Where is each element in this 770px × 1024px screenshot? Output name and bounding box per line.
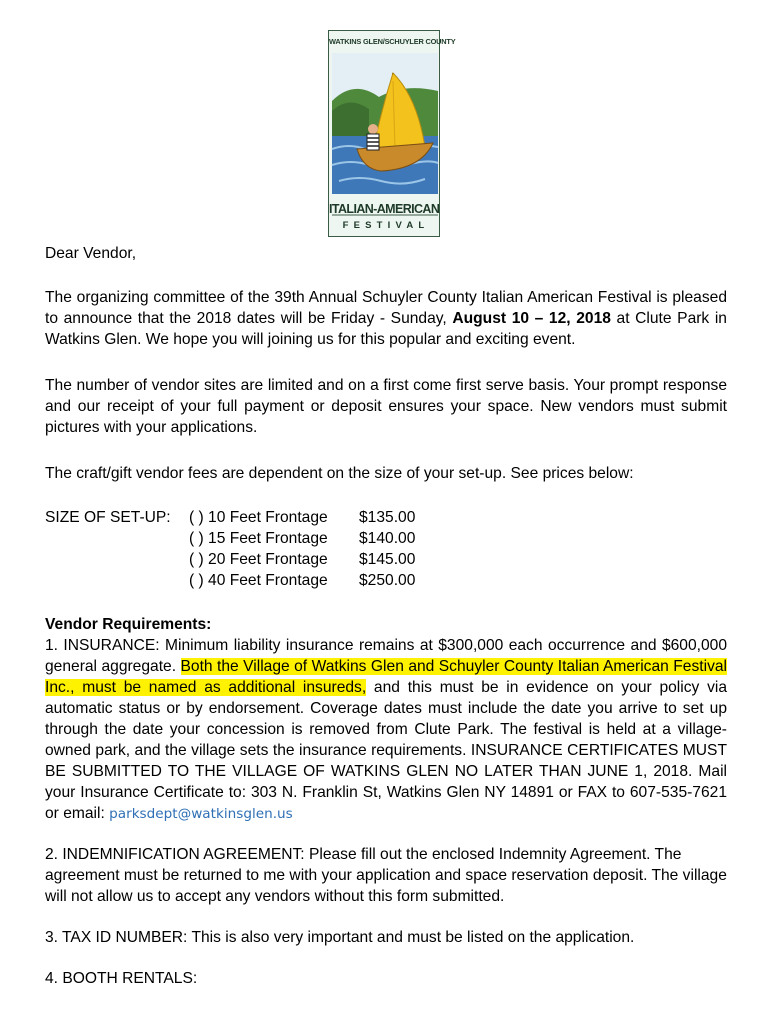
paragraph-vendor-sites: The number of vendor sites are limited and on a first come first serve basis. Your prompt response and our receipt of your full payment or deposit ensures your space. New vendors must submit pictures with your applications. xyxy=(45,377,727,436)
email-link[interactable]: parksdept@watkinsglen.us xyxy=(109,806,293,822)
setup-size-price: $250.00 xyxy=(359,572,416,589)
paragraph-dates xyxy=(45,287,727,350)
setup-size-option: ( ) 40 Feet Frontage xyxy=(189,572,328,589)
logo-main-text: ITALIAN-AMERICAN xyxy=(329,202,440,216)
setup-size-price: $145.00 xyxy=(359,551,416,568)
setup-size-option: ( ) 15 Feet Frontage xyxy=(189,530,328,547)
logo-sub-text: FESTIVAL xyxy=(342,220,430,231)
requirements-heading: Vendor Requirements: xyxy=(45,616,212,633)
festival-dates: August 10 – 12, 2018 xyxy=(452,310,611,327)
festival-logo xyxy=(328,30,456,237)
greeting: Dear Vendor, xyxy=(45,245,137,262)
requirement-indemnification: 2. INDEMNIFICATION AGREEMENT: Please fill out the enclosed Indemnity Agreement. The agreement must be returned to me with your application and space reservation deposit. The village will not allow us to accept any vendors without this form submitted. xyxy=(45,846,727,905)
paragraph-fees: The craft/gift vendor fees are dependent on the size of your set-up. See prices below: xyxy=(45,465,634,482)
requirement-insurance-text-cont: and this must be in evidence on your policy via automatic status or by endorsement. Coverage dates must include the date you arrive to set up through the date your concession is removed from Clute Park. The festival is held at a village-owned park, and the village sets the insurance requirements. INSURANCE CERTIFICATES MUST BE SUBMITTED TO THE VILLAGE OF WATKINS GLEN NO LATER THAN JUNE 1, 2018. Mail your Insurance Certificate to: 303 N. Franklin St, Watkins Glen NY 14891 or FAX to 607-535-7621 or email: xyxy=(45,679,728,822)
paragraph-dates-text: The organizing committee of the 39th Annual Schuyler County Italian American Festival is pleased to announce that the 2018 dates will be Friday - Sunday, xyxy=(45,289,727,327)
setup-size-price: $140.00 xyxy=(359,530,416,547)
paragraph-dates-text-end: at Clute Park in Watkins Glen. We hope you will joining us for this popular and exciting event. xyxy=(45,310,727,348)
requirement-insurance-text: 1. INSURANCE: Minimum liability insurance remains at $300,000 each occurrence and $600,000 general aggregate. xyxy=(45,637,727,675)
setup-size-label: SIZE OF SET-UP: xyxy=(45,509,171,526)
setup-size-price: $135.00 xyxy=(359,509,416,526)
requirement-tax-id: 3. TAX ID NUMBER: This is also very important and must be listed on the application. xyxy=(45,929,635,946)
setup-size-option: ( ) 20 Feet Frontage xyxy=(189,551,328,568)
requirement-booth-rentals: 4. BOOTH RENTALS: xyxy=(45,970,198,987)
logo-top-text: WATKINS GLEN/SCHUYLER COUNTY xyxy=(329,37,456,46)
highlighted-insureds-text: Both the Village of Watkins Glen and Schuyler County Italian American Festival Inc., must be named as additional insureds, xyxy=(45,658,728,696)
requirement-insurance xyxy=(45,635,727,825)
setup-size-option: ( ) 10 Feet Frontage xyxy=(189,509,328,526)
